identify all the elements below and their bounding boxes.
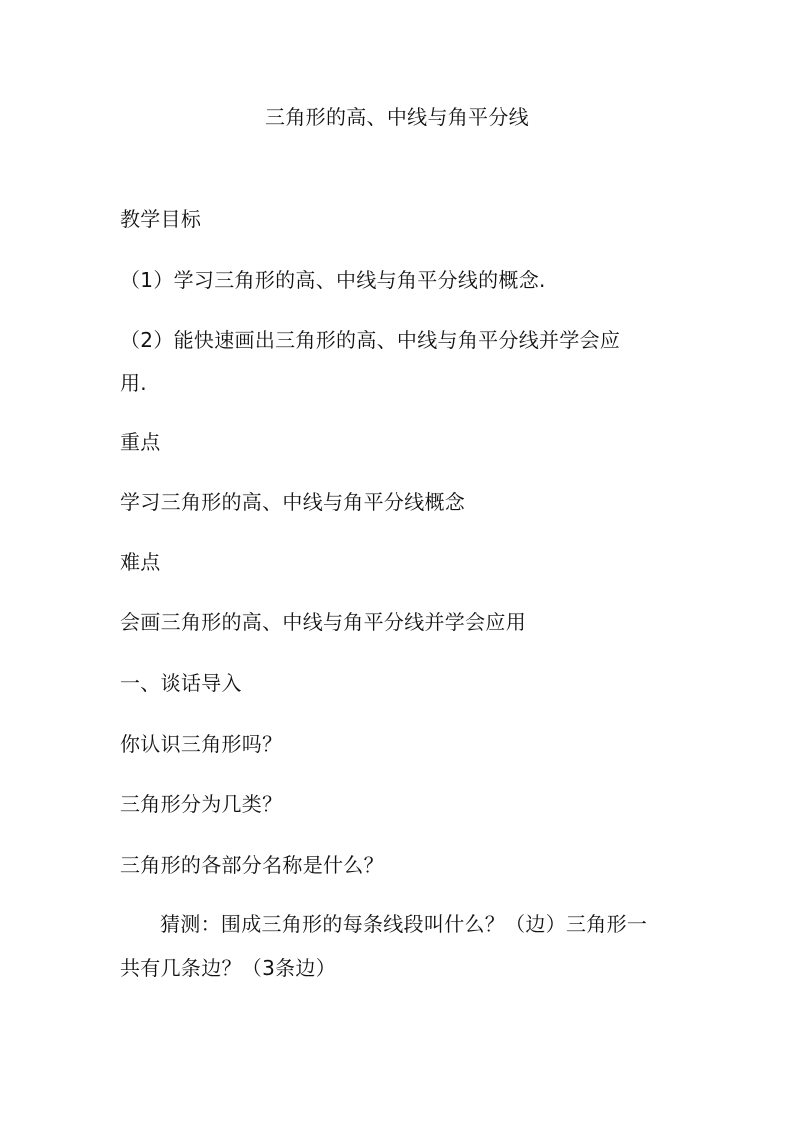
objective-2-line-1: （2）能快速画出三角形的高、中线与角平分线并学会应 [120, 328, 621, 352]
section-heading-key-points: 重点 [120, 430, 161, 454]
section-heading-introduction: 一、谈话导入 [120, 671, 242, 695]
objective-1: （1）学习三角形的高、中线与角平分线的概念. [120, 268, 546, 292]
question-2: 三角形分为几类？ [120, 792, 283, 816]
objective-2-line-2: 用. [120, 371, 147, 395]
difficulty-text: 会画三角形的高、中线与角平分线并学会应用 [120, 610, 526, 634]
guess-paragraph-line-2: 共有几条边？（3条边） [120, 956, 337, 980]
section-heading-teaching-objectives: 教学目标 [120, 207, 202, 231]
question-1: 你认识三角形吗？ [120, 732, 283, 756]
section-heading-difficulties: 难点 [120, 550, 161, 574]
guess-paragraph-line-1: 猜测：围成三角形的每条线段叫什么？（边）三角形一 [160, 912, 648, 936]
question-3: 三角形的各部分名称是什么？ [120, 853, 384, 877]
document-title: 三角形的高、中线与角平分线 [265, 105, 529, 129]
key-point-text: 学习三角形的高、中线与角平分线概念 [120, 490, 466, 514]
